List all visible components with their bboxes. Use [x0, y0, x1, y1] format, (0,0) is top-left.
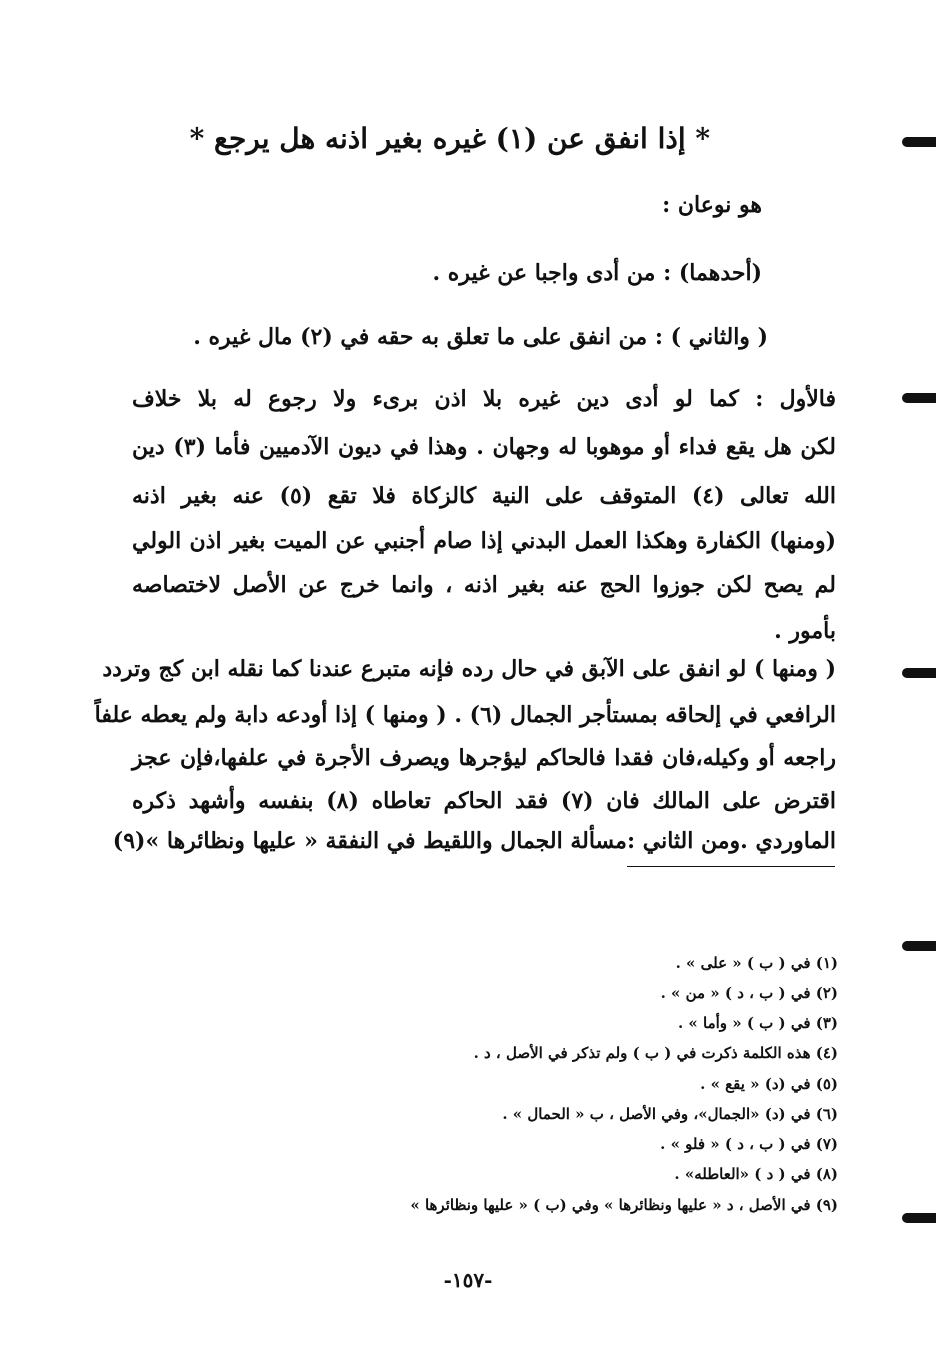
footnote: (٩) في الأصل ، د « عليها ونظائرها » وفي (ب ) « عليها ونظائرها » [410, 1196, 838, 1214]
footnote: (٤) هذه الكلمة ذكرت في ( ب ) ولم تذكر في الأصل ، د . [473, 1044, 838, 1062]
footnote: (٨) في ( د ) «العاطله» . [674, 1165, 838, 1183]
body-line: ( والثاني ) : من انفق على ما تعلق به حقه في (٢) مال غيره . [193, 324, 768, 350]
body-line: بأمور . [774, 618, 836, 644]
footnote-separator [627, 866, 835, 867]
scan-edge-mark [902, 393, 936, 403]
footnote: (١) في ( ب ) « على » . [675, 954, 838, 972]
body-line: راجعه أو وكيله،فان فقدا فالحاكم ليؤجرها ويصرف الأجرة في علفها،فإن عجز [132, 745, 836, 771]
scan-edge-mark [902, 941, 936, 951]
footnote: (٦) في (د) «الجمال»، وفي الأصل ، ب « الحمال » . [502, 1105, 838, 1123]
body-line: هو نوعان : [662, 192, 762, 218]
footnote: (٧) في ( ب ، د ) « فلو » . [660, 1135, 838, 1153]
body-line: الله تعالى (٤) المتوقف على النية كالزكاة فلا تقع (٥) عنه بغير اذنه [132, 483, 836, 509]
body-line: ( ومنها ) لو انفق على الآبق في حال رده فإنه متبرع عندنا كما نقله ابن كج وتردد [102, 656, 836, 682]
body-line: الرافعي في إلحاقه بمستأجر الجمال (٦) . ( ومنها ) إذا أودعه دابة ولم يعطه علفاً [94, 702, 836, 728]
body-line: لكن هل يقع فداء أو موهوبا له وجهان . وهذا في ديون الآدميين فأما (٣) دين [132, 434, 836, 460]
footnote: (٢) في ( ب ، د ) « من » . [660, 984, 838, 1002]
footnote: (٣) في ( ب ) « وأما » . [677, 1014, 838, 1032]
page-number: -١٥٧- [443, 1268, 493, 1292]
scan-edge-mark [902, 668, 936, 678]
body-line: الماوردي .ومن الثاني :مسألة الجمال واللقيط في النفقة « عليها ونظائرها »(٩) [112, 828, 836, 854]
scan-edge-mark [902, 137, 936, 147]
section-title: * إذا انفق عن (١) غيره بغير اذنه هل يرجع * [189, 122, 710, 155]
footnote: (٥) في (د) « يقع » . [700, 1075, 838, 1093]
body-line: (ومنها) الكفارة وهكذا العمل البدني إذا صام أجنبي عن الميت بغير اذن الولي [132, 528, 836, 554]
body-line: لم يصح لكن جوزوا الحج عنه بغير اذنه ، وانما خرج عن الأصل لاختصاصه [132, 572, 836, 598]
scan-edge-mark [902, 1213, 936, 1223]
body-line: (أحدهما) : من أدى واجبا عن غيره . [432, 260, 762, 286]
body-line: اقترض على المالك فان (٧) فقد الحاكم تعاطاه (٨) بنفسه وأشهد ذكره [132, 788, 836, 814]
body-line: فالأول : كما لو أدى دين غيره بلا اذن برىء ولا رجوع له بلا خلاف [132, 386, 836, 412]
